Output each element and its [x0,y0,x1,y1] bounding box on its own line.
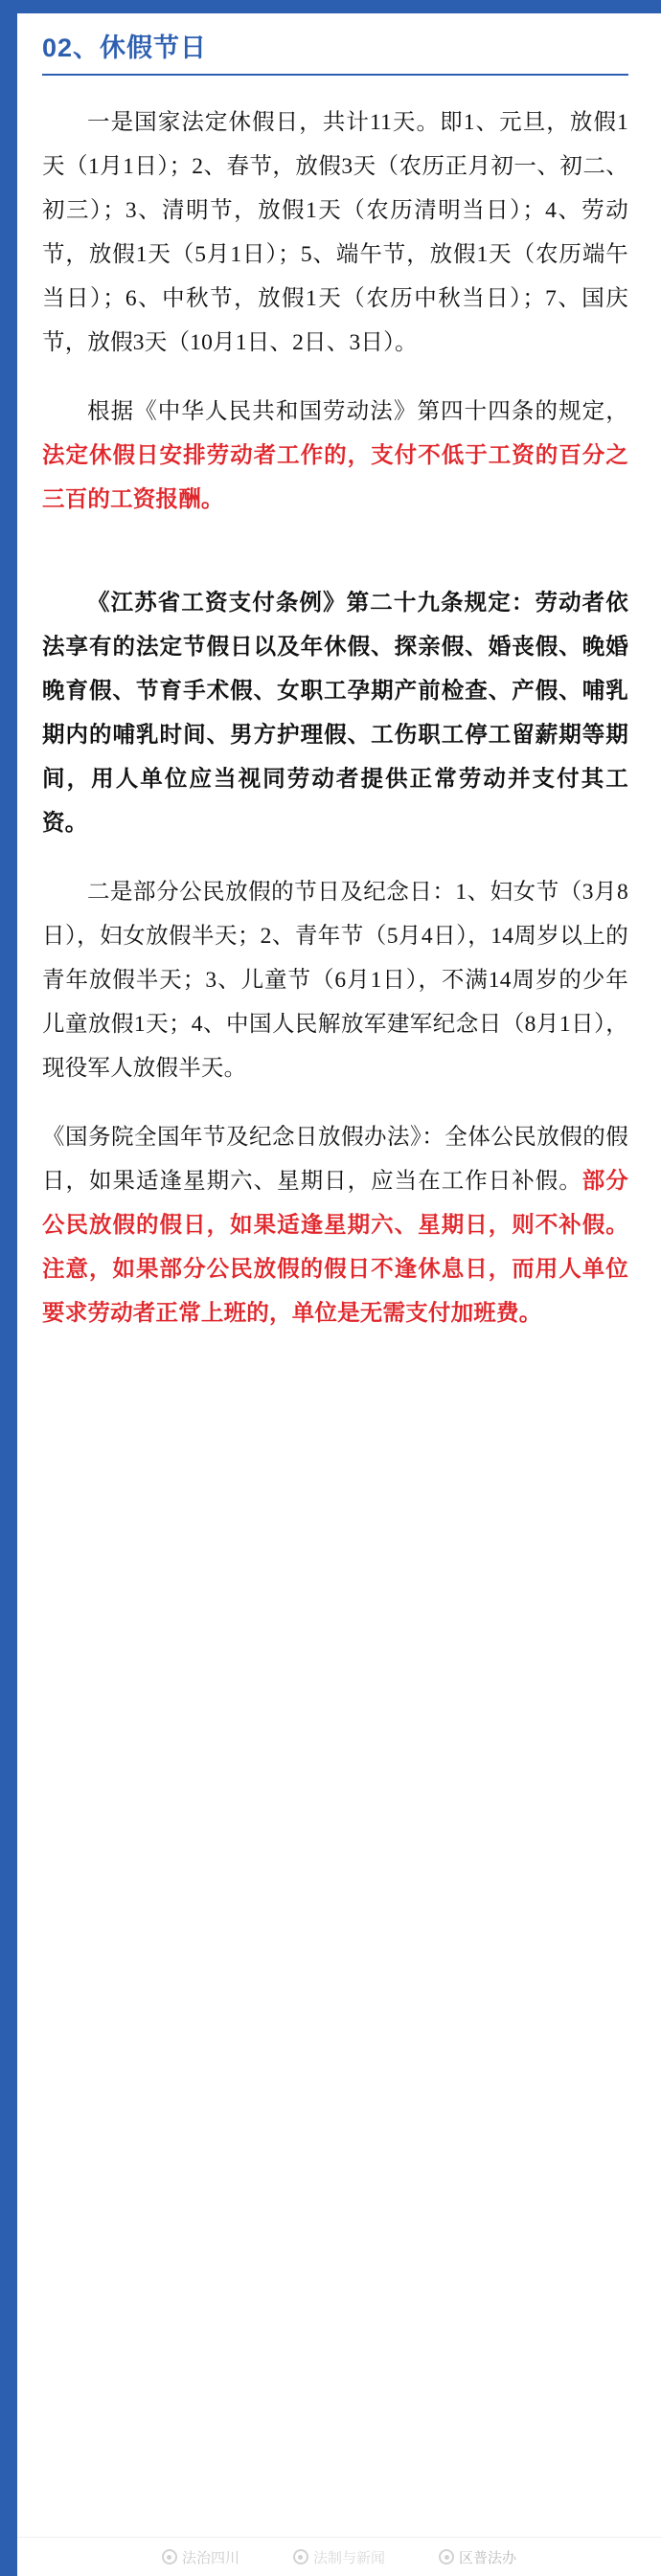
paragraph-bold-text: 《江苏省工资支付条例》第二十九条规定：劳动者依法享有的法定节假日以及年休假、探亲假、婚丧假、晚婚晚育假、节育手术假、女职工孕期产前检查、产假、哺乳期内的哺乳时间、男方护理假、工伤职工停工留薪期等期间，用人单位应当视同劳动者提供正常劳动并支付其工资。 [42,591,628,836]
document-content [17,0,661,1335]
paragraph-partial-citizen-holidays [42,870,628,1090]
weibo-eye-icon [439,2549,454,2565]
weibo-eye-icon [293,2549,308,2565]
section-number: 02、 [42,34,101,62]
paragraph-state-council-measures [42,1115,628,1335]
paragraph-text: 二是部分公民放假的节日及纪念日：1、妇女节（3月8日），妇女放假半天；2、青年节（5月4日），14周岁以上的青年放假半天；3、儿童节（6月1日），不满14周岁的少年儿童放假1天；4、中国人民解放军建军纪念日（8月1日），现役军人放假半天。 [42,880,628,1081]
paragraph-emphasis-text: 部分公民放假的假日，如果适逢星期六、星期日，则不补假。注意，如果部分公民放假的假日不逢休息日，而用人单位要求劳动者正常上班的，单位是无需支付加班费。 [42,1169,628,1326]
heading-divider [42,74,628,76]
paragraph-text: 根据《中华人民共和国劳动法》第四十四条的规定， [87,399,628,424]
section-title: 休假节日 [100,34,208,62]
paragraph-labor-law-article44 [42,390,628,522]
watermark-right-label: 区普法办 [459,2549,517,2566]
paragraph-text: 《国务院全国年节及纪念日放假办法》：全体公民放假的假日，如果适逢星期六、星期日，应当在工作日补假。 [42,1125,628,1194]
section-heading [42,27,628,64]
watermark-bar [17,2538,661,2576]
paragraph-emphasis-text: 法定休假日安排劳动者工作的，支付不低于工资的百分之三百的工资报酬。 [42,443,628,512]
left-accent-rail [0,0,17,2576]
watermark-middle [293,2547,385,2567]
watermark-middle-label: 法制与新闻 [312,2549,385,2566]
watermark-right [439,2547,516,2567]
paragraph-jiangsu-wage-regulation [42,581,628,845]
weibo-eye-icon [162,2549,177,2565]
paragraph-spacer [42,547,628,581]
watermark-left-label: 法治四川 [181,2549,239,2566]
watermark-left [162,2547,239,2567]
paragraph-legal-holidays [42,101,628,365]
paragraph-text: 一是国家法定休假日，共计11天。即1、元旦，放假1天（1月1日）；2、春节，放假3天（农历正月初一、初二、初三）；3、清明节，放假1天（农历清明当日）；4、劳动节，放假1天（5月1日）；5、端午节，放假1天（农历端午当日）；6、中秋节，放假1天（农历中秋当日）；7、国庆节，放假3天（10月1日、2日、3日）。 [42,110,628,355]
